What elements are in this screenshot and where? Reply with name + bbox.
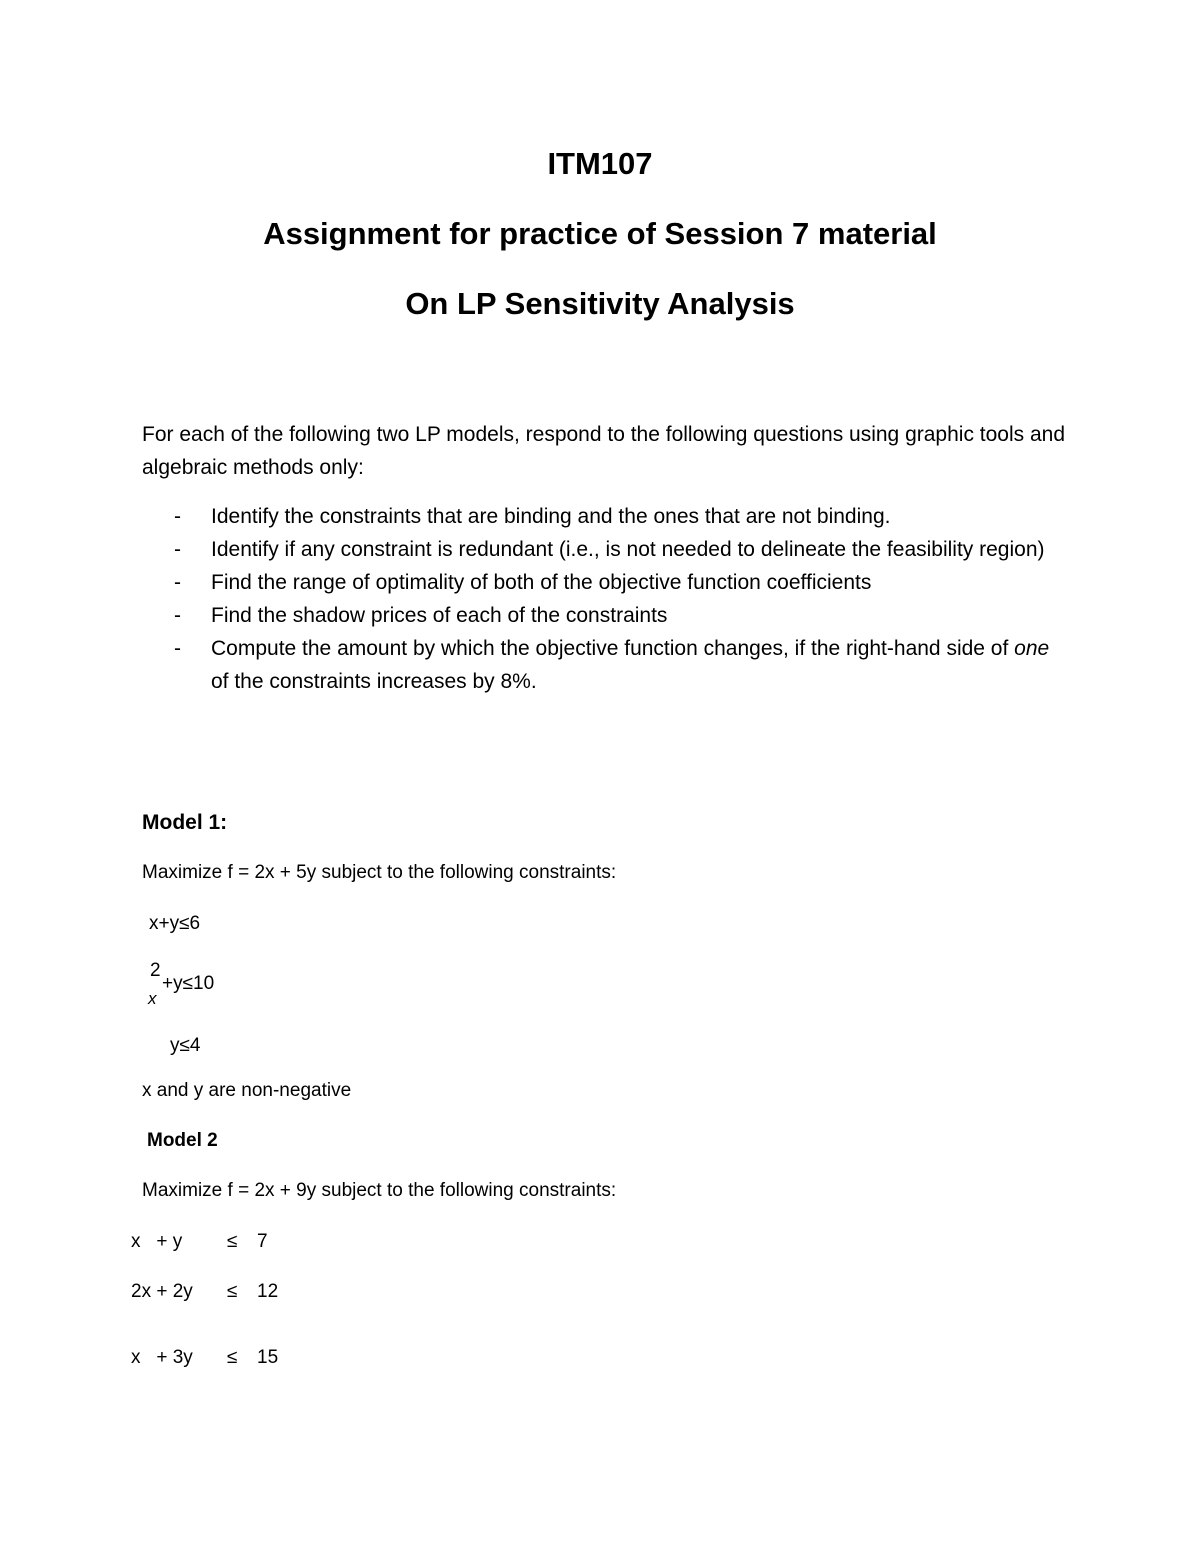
model1-constraint-1: x+y≤6 (149, 913, 201, 934)
constraint-operator: ≤ (227, 1281, 238, 1302)
model2-constraint-row (131, 1279, 297, 1305)
task-item (142, 632, 1072, 698)
task-text-after: of the constraints increases by 8%. (211, 670, 537, 693)
task-emphasis: one (1014, 637, 1050, 660)
model2-objective: Maximize f = 2x + 9y subject to the following constraints: (142, 1180, 617, 1201)
constraint-operator: ≤ (227, 1347, 238, 1368)
intro-paragraph: For each of the following two LP models, respond to the following questions using graphic tools and algebraic methods only: (142, 423, 1066, 479)
list-dash: - (174, 604, 181, 627)
model1-constraint-2-superscript: 2 (150, 960, 161, 981)
constraint-rhs: 7 (257, 1231, 268, 1252)
task-text: Find the range of optimality of both of the objective function coefficients (211, 571, 872, 594)
task-text: Identify if any constraint is redundant (i.e., is not needed to delineate the feasibility region) (211, 538, 1045, 561)
course-code-title: ITM107 (547, 146, 653, 181)
constraint-lhs: x + y (131, 1231, 183, 1252)
model2-constraint-row (131, 1345, 297, 1371)
constraint-operator: ≤ (227, 1231, 238, 1252)
task-text-before: Compute the amount by which the objective function changes, if the right-hand side of (211, 637, 1015, 660)
task-text: Find the shadow prices of each of the constraints (211, 604, 668, 627)
list-dash: - (174, 538, 181, 561)
task-item (142, 566, 1072, 599)
constraint-lhs: x + 3y (131, 1347, 193, 1368)
task-text: Identify the constraints that are binding and the ones that are not binding. (211, 505, 891, 528)
model1-objective: Maximize f = 2x + 5y subject to the following constraints: (142, 862, 617, 883)
task-item (142, 599, 1072, 632)
task-item (142, 500, 1072, 533)
topic-title: On LP Sensitivity Analysis (405, 286, 795, 321)
constraint-rhs: 15 (257, 1347, 279, 1368)
model2-heading: Model 2 (147, 1130, 218, 1151)
list-dash: - (174, 571, 181, 594)
model1-constraint-2-variable: x (148, 989, 157, 1008)
model1-nonnegativity: x and y are non-negative (142, 1080, 352, 1101)
task-list (142, 500, 1072, 698)
model2-constraint-row (131, 1229, 297, 1255)
constraint-rhs: 12 (257, 1281, 279, 1302)
task-item (142, 533, 1072, 566)
model1-constraint-2: +y≤10 (162, 973, 215, 994)
list-dash: - (174, 637, 181, 660)
assignment-title: Assignment for practice of Session 7 material (263, 216, 937, 251)
list-dash: - (174, 505, 181, 528)
model1-heading: Model 1: (142, 811, 228, 834)
model1-constraint-3: y≤4 (170, 1035, 201, 1056)
constraint-lhs: 2x + 2y (131, 1281, 193, 1302)
